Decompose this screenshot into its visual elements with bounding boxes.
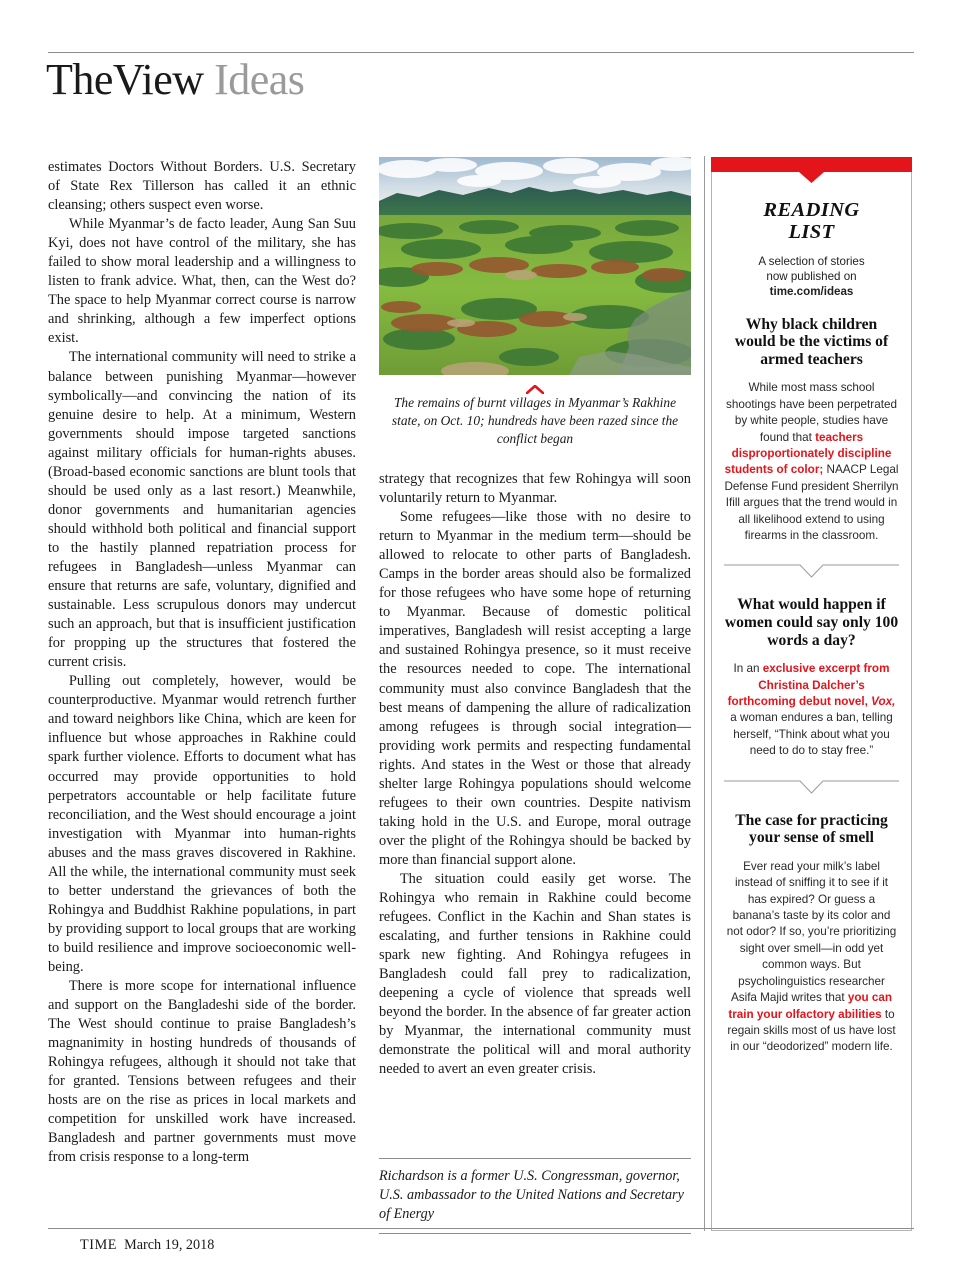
reading-list-item-body <box>724 380 899 544</box>
reading-list-item-body <box>724 661 899 759</box>
reading-list-item-headline[interactable]: The case for practicing your sense of smell <box>735 811 888 847</box>
credit-divider-bottom <box>379 1233 691 1234</box>
masthead-word-the: The <box>46 55 113 104</box>
reading-list-item[interactable] <box>724 812 899 1056</box>
credit-divider-top <box>379 1158 691 1159</box>
paragraph: strategy that recognizes that few Rohingya will soon voluntarily return to Myanmar. <box>379 471 691 507</box>
reading-list-subtitle-line1: A selection of stories <box>758 255 865 268</box>
paragraph: Some refugees—like those with no desire to return to Myanmar in the medium term—should be allowed to relocate to other parts of Bangladesh. Camps in the border areas should also be formalized for those refugees who have some hope of returning to Myanmar. Because of domestic political imperatives, Bangladesh will resist accepting a large and sustained Rohingya presence, so it must receive the resources needed to cope. The international community must also convince Bangladesh that the best means of dampening the allure of radicalization among refugees is through social integration—providing work permits and respecting fundamental rights. And states in the West or those that already shelter large Rohingya populations should welcome refugees to their own countries. Despite nativism taking hold in the U.S. and Europe, moral outrage over the plight of the Rohingya should be backed by more than financial support alone. <box>379 509 691 868</box>
paragraph: The international community will need to strike a balance between punishing Myanmar—however symbolically—and convincing the nation of its genuine desire to help. At a minimum, Western governments should impose targeted sanctions against military officials for human-rights abuses. (Broad-based economic sanctions are blunt tools that should be used only as a last resort.) Meanwhile, donor governments and humanitarian agencies should withhold both political and financial support to the hastily planned repatriation process for refugees in Bangladesh—unless Myanmar can ensure that returns are safe, voluntary, dignified and sustainable. Less scrupulous donors may undercut such an approach, but that is insufficient justification for propping up the structures that fostered the current crisis. <box>48 349 356 671</box>
body-text-post: a woman endures a ban, telling herself, “Think about what you need to do to stay free.” <box>730 711 893 758</box>
paragraph: estimates Doctors Without Borders. U.S. Secretary of State Rex Tillerson has called it an ethnic cleansing; others suspect even worse. <box>48 159 356 214</box>
column-divider <box>704 156 705 1231</box>
reading-list-subtitle <box>724 254 899 300</box>
reading-list-divider <box>724 560 899 582</box>
footer-divider <box>48 1228 914 1229</box>
footer-brand: TIME <box>80 1237 118 1253</box>
body-text-pre: Ever read your milk’s label instead of sniffing it to see if it has expired? Or guess a banana’s taste by its color and not odor? If so, you’re prioritizing sight over smell—in odd yet common ways. But psycholinguistics researcher Asifa Majid writes that <box>726 859 897 1005</box>
reading-list-item[interactable] <box>724 596 899 759</box>
reading-list-divider <box>724 776 899 798</box>
footer <box>80 1237 214 1254</box>
reading-list-url[interactable]: time.com/ideas <box>769 285 854 299</box>
reading-list-item-headline[interactable]: What would happen if women could say only 100 words a day? <box>724 596 899 649</box>
paragraph: There is more scope for international influence and support on the Bangladeshi side of the border. The West should continue to praise Bangladesh’s magnanimity in hosting hundreds of thousands of Rohingya refugees, although it should not take that for granted. Tensions between refugees and their hosts are on the rise as prices in local markets and competition for unskilled work have increased. Bangladesh and partner governments must move from crisis response to a long-term <box>48 978 356 1166</box>
body-text-post: NAACP Legal Defense Fund president Sherrilyn Ifill argues that the trend would in all likelihood extend to using firearms in the classroom. <box>724 463 899 543</box>
page-title <box>46 55 305 104</box>
author-credit <box>379 1158 691 1234</box>
reading-list-item-body <box>724 859 899 1056</box>
body-text-post: to regain skills most of us have lost in our “deodorized” modern life. <box>727 1007 896 1054</box>
caption-caret-icon <box>379 381 691 391</box>
photo-caption: The remains of burnt villages in Myanmar’s Rakhine state, on Oct. 10; hundreds have been razed since the conflict began <box>391 395 679 446</box>
masthead-section-label: Ideas <box>214 55 305 104</box>
body-text-highlight: teachers disproportionately discipline students of color; <box>724 430 892 477</box>
reading-list-item-headline[interactable]: Why black children would be the victims of armed teachers <box>734 315 889 368</box>
masthead-divider <box>48 52 914 53</box>
paragraph: The situation could easily get worse. The Rohingya who remain in Rakhine could become refugees. Conflict in the Kachin and Shan states is escalating, and further tensions in Rakhine could spark new fighting. And Rohingya refugees in Bangladesh could fall prey to radicalization, deepening a cycle of violence that spreads well beyond the border. In the absence of far greater action by Myanmar, the international community must demonstrate the political will and moral authority needed to avert an even greater crisis. <box>379 870 691 1078</box>
reading-list-title-line2: LIST <box>788 221 835 243</box>
article-column-left <box>48 158 356 1167</box>
reading-list-title-line1: READING <box>763 199 860 221</box>
article-photo <box>379 157 691 375</box>
reading-list-content <box>711 157 912 1056</box>
paragraph: While Myanmar’s de facto leader, Aung San Suu Kyi, does not have control of the military, she has failed to show moral leadership and a willingness to listen to frank advice. What, then, can the West do? The space to help Myanmar correct course is narrow and shrinking, although a few imperfect options exist. <box>48 216 356 347</box>
footer-date: March 19, 2018 <box>124 1237 215 1253</box>
body-text-highlight: exclusive excerpt from Christina Dalcher’s forthcoming debut novel, <box>727 662 890 709</box>
aerial-landscape-photo <box>379 157 691 375</box>
reading-list-subtitle-line2: now published on <box>766 270 857 284</box>
reading-list-item[interactable] <box>724 316 899 545</box>
credit-text: Richardson is a former U.S. Congressman, governor, U.S. ambassador to the United Nations and Secretary of Energy <box>379 1168 684 1222</box>
body-text-pre: While most mass school shootings have been perpetrated by white people, studies have found that <box>726 381 897 444</box>
body-text-highlight-italic: Vox, <box>871 695 896 709</box>
body-text-highlight: you can train your olfactory abilities <box>728 991 893 1021</box>
article-column-middle <box>379 470 691 1080</box>
body-text-pre: In an <box>733 662 763 676</box>
reading-list-title <box>724 199 899 243</box>
masthead-word-view: View <box>112 55 204 104</box>
paragraph: Pulling out completely, however, would be counterproductive. Myanmar would retrench further and toward neighbors like China, which are keen for influence but whose approaches in Rakhine could spark further violence. Efforts to document what has occurred may provide opportunities to hold perpetrators accountable or help facilitate future reconciliation, and the West should encourage a joint investigation with Myanmar into human-rights abuses and the mass graves discovered in Rakhine. All the while, the international community must seek to better understand the grievances of both the Rohingya and Buddhist Rakhine populations, in part by providing support to local groups that are working to build resilience and improve socioeconomic well-being. <box>48 673 356 975</box>
